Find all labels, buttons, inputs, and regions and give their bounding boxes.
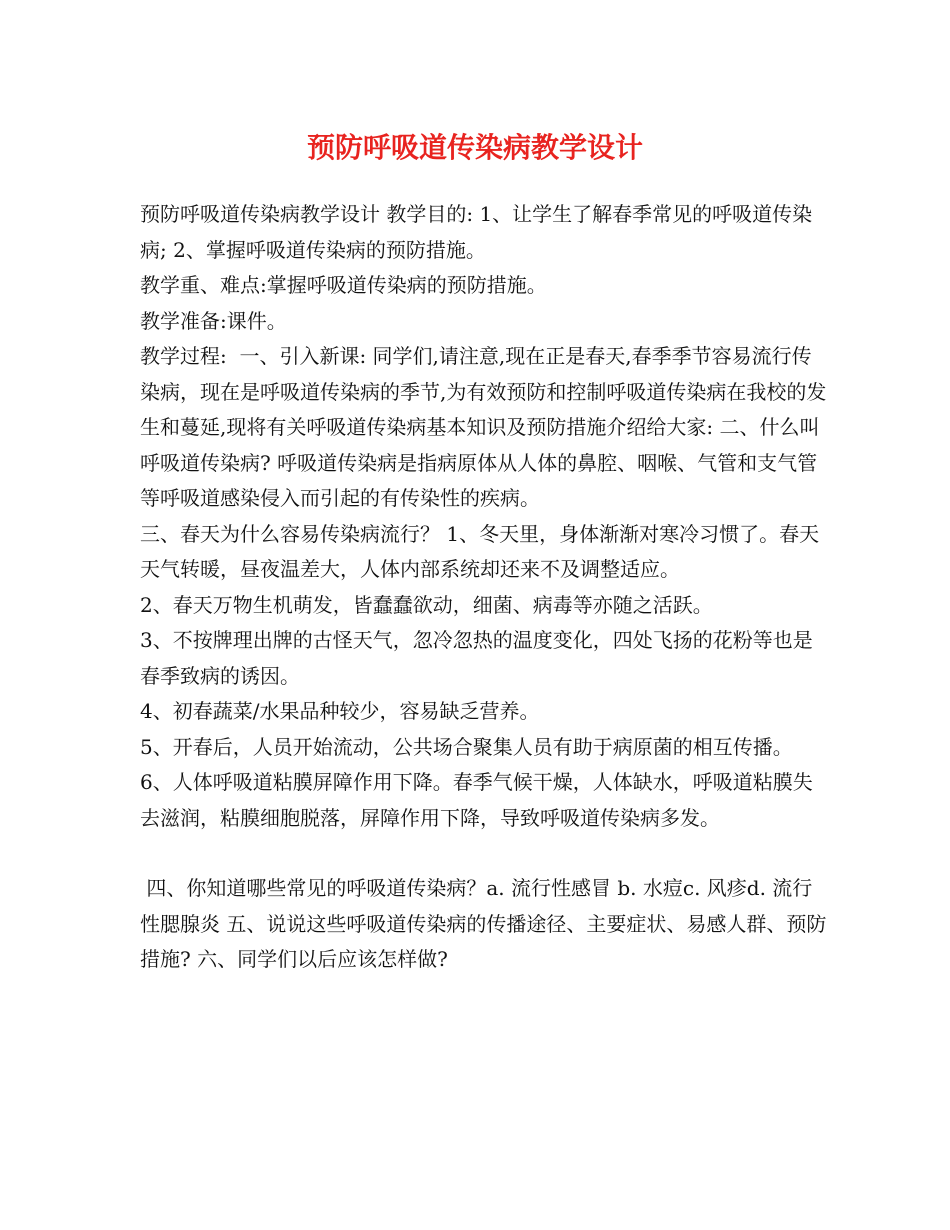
paragraph-reason-3: 3、不按牌理出牌的古怪天气，忽冷忽热的温度变化，四处飞扬的花粉等也是春季致病的诱因。 bbox=[140, 628, 813, 688]
document-title: 预防呼吸道传染病教学设计 bbox=[306, 131, 643, 164]
document-body bbox=[140, 197, 830, 978]
paragraph-common-diseases: 四、你知道哪些常见的呼吸道传染病？a. 流行性感冒 b. 水痘c. 风疹d. 流行性腮腺炎 五、说说这些呼吸道传染病的传播途径、主要症状、易感人群、预防措施? 六、同学们以后应该怎样做? bbox=[140, 876, 827, 971]
paragraph-objectives: 预防呼吸道传染病教学设计 教学目的: 1、让学生了解春季常见的呼吸道传染病; 2、掌握呼吸道传染病的预防措施。 bbox=[140, 202, 813, 262]
paragraph-process: 教学过程: 一、引入新课: 同学们,请注意,现在正是春天,春季季节容易流行传染病，现在是呼吸道传染病的季节,为有效预防和控制呼吸道传染病在我校的发生和蔓延,现将有关呼吸道传染病基本知识及预防措施介绍给大家: 二、什么叫呼吸道传染病? 呼吸道传染病是指病原体从人体的鼻腔、咽喉、气管和支气管等呼吸道感染侵入而引起的有传染性的疾病。 bbox=[140, 344, 827, 510]
paragraph-key-points: 教学重、难点:掌握呼吸道传染病的预防措施。 bbox=[140, 273, 547, 297]
paragraph-preparation: 教学准备:课件。 bbox=[140, 308, 287, 333]
paragraph-reason-2: 2、春天万物生机萌发，皆蠢蠢欲动，细菌、病毒等亦随之活跃。 bbox=[140, 592, 713, 617]
paragraph-reason-4: 4、初春蔬菜/水果品种较少，容易缺乏营养。 bbox=[140, 699, 540, 723]
paragraph-spring-reasons: 三、春天为什么容易传染病流行？ 1、冬天里，身体渐渐对寒冷习惯了。春天天气转暖，昼夜温差大，人体内部系统却还来不及调整适应。 bbox=[140, 521, 820, 581]
paragraph-spacer bbox=[140, 836, 830, 871]
paragraph-reason-5: 5、开春后，人员开始流动，公共场合聚集人员有助于病原菌的相互传播。 bbox=[140, 734, 793, 759]
paragraph-reason-6: 6、人体呼吸道粘膜屏障作用下降。春季气候干燥，人体缺水，呼吸道粘膜失去滋润，粘膜细胞脱落，屏障作用下降，导致呼吸道传染病多发。 bbox=[140, 770, 813, 830]
